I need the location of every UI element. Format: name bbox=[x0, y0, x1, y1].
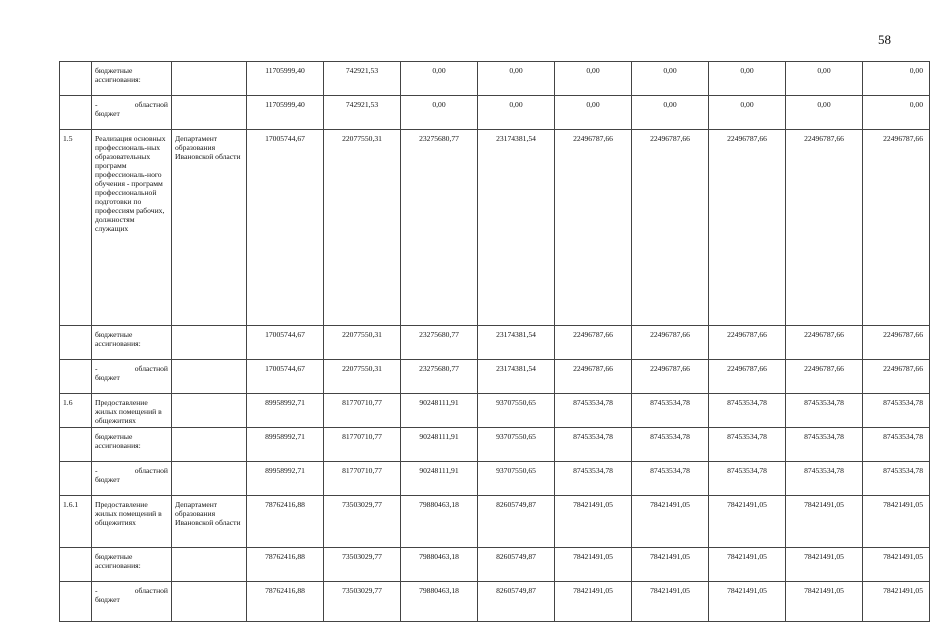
row-name: бюджетные ассигнования: bbox=[92, 62, 172, 96]
value-cell: 79880463,18 bbox=[401, 548, 478, 582]
value-cell: 87453534,78 bbox=[863, 428, 930, 462]
value-cell: 78421491,05 bbox=[786, 548, 863, 582]
row-number bbox=[60, 582, 92, 622]
table-row bbox=[60, 62, 930, 96]
table-row bbox=[60, 394, 930, 428]
name-rest: бюджет bbox=[95, 475, 120, 484]
name-dash: - bbox=[95, 364, 98, 373]
value-cell: 22077550,31 bbox=[324, 130, 401, 326]
value-cell: 22496787,66 bbox=[709, 360, 786, 394]
value-cell: 87453534,78 bbox=[786, 428, 863, 462]
value-cell: 11705999,40 bbox=[247, 62, 324, 96]
value-cell: 87453534,78 bbox=[632, 394, 709, 428]
value-cell: 79880463,18 bbox=[401, 496, 478, 548]
value-cell: 78421491,05 bbox=[632, 582, 709, 622]
value-cell: 22496787,66 bbox=[863, 326, 930, 360]
value-cell: 0,00 bbox=[786, 62, 863, 96]
name-rest: бюджет bbox=[95, 595, 120, 604]
value-cell: 0,00 bbox=[709, 62, 786, 96]
name-rest: бюджет bbox=[95, 109, 120, 118]
table-row bbox=[60, 360, 930, 394]
value-cell: 73503029,77 bbox=[324, 548, 401, 582]
value-cell: 22496787,66 bbox=[555, 360, 632, 394]
value-cell: 0,00 bbox=[863, 62, 930, 96]
page-number: 58 bbox=[878, 32, 891, 47]
table-row bbox=[60, 496, 930, 548]
value-cell: 78421491,05 bbox=[709, 496, 786, 548]
row-number bbox=[60, 96, 92, 130]
value-cell: 87453534,78 bbox=[709, 462, 786, 496]
value-cell: 90248111,91 bbox=[401, 394, 478, 428]
table-row bbox=[60, 548, 930, 582]
value-cell: 22496787,66 bbox=[786, 326, 863, 360]
value-cell: 0,00 bbox=[709, 96, 786, 130]
table-row bbox=[60, 462, 930, 496]
value-cell: 89958992,71 bbox=[247, 428, 324, 462]
value-cell: 78421491,05 bbox=[709, 582, 786, 622]
row-name: бюджетные ассигнования: bbox=[92, 548, 172, 582]
value-cell: 0,00 bbox=[863, 96, 930, 130]
row-number bbox=[60, 62, 92, 96]
value-cell: 23275680,77 bbox=[401, 360, 478, 394]
value-cell: 23275680,77 bbox=[401, 326, 478, 360]
value-cell: 23275680,77 bbox=[401, 130, 478, 326]
name-dash: - bbox=[95, 466, 98, 475]
row-executor bbox=[172, 394, 247, 428]
table-row bbox=[60, 582, 930, 622]
value-cell: 87453534,78 bbox=[555, 462, 632, 496]
row-number bbox=[60, 428, 92, 462]
row-executor bbox=[172, 548, 247, 582]
row-name: Предоставление жилых помещений в общежитиях bbox=[92, 394, 172, 428]
value-cell: 87453534,78 bbox=[786, 462, 863, 496]
row-number: 1.5 bbox=[60, 130, 92, 326]
row-name bbox=[92, 360, 172, 394]
name-rest: бюджет bbox=[95, 373, 120, 382]
value-cell: 87453534,78 bbox=[632, 462, 709, 496]
value-cell: 78421491,05 bbox=[555, 548, 632, 582]
row-name: Предоставление жилых помещений в общежитиях bbox=[92, 496, 172, 548]
value-cell: 90248111,91 bbox=[401, 462, 478, 496]
value-cell: 11705999,40 bbox=[247, 96, 324, 130]
value-cell: 78421491,05 bbox=[863, 548, 930, 582]
value-cell: 0,00 bbox=[401, 96, 478, 130]
row-number bbox=[60, 326, 92, 360]
row-number: 1.6 bbox=[60, 394, 92, 428]
row-number bbox=[60, 462, 92, 496]
value-cell: 87453534,78 bbox=[632, 428, 709, 462]
row-name bbox=[92, 582, 172, 622]
value-cell: 23174381,54 bbox=[478, 360, 555, 394]
value-cell: 78421491,05 bbox=[786, 496, 863, 548]
value-cell: 78421491,05 bbox=[786, 582, 863, 622]
row-name: Реализация основных профессиональ-ных образовательных программ профессиональ-ного обучения - программ профессиональной подготовки по профессиям рабочих, должностям служащих bbox=[92, 130, 172, 326]
value-cell: 78421491,05 bbox=[863, 496, 930, 548]
value-cell: 78421491,05 bbox=[555, 496, 632, 548]
table-row bbox=[60, 96, 930, 130]
value-cell: 0,00 bbox=[401, 62, 478, 96]
value-cell: 23174381,54 bbox=[478, 130, 555, 326]
value-cell: 23174381,54 bbox=[478, 326, 555, 360]
row-executor bbox=[172, 62, 247, 96]
value-cell: 22496787,66 bbox=[632, 130, 709, 326]
value-cell: 78421491,05 bbox=[709, 548, 786, 582]
value-cell: 0,00 bbox=[555, 62, 632, 96]
value-cell: 22077550,31 bbox=[324, 326, 401, 360]
value-cell: 17005744,67 bbox=[247, 130, 324, 326]
value-cell: 79880463,18 bbox=[401, 582, 478, 622]
value-cell: 78762416,88 bbox=[247, 582, 324, 622]
value-cell: 0,00 bbox=[478, 96, 555, 130]
value-cell: 78421491,05 bbox=[555, 582, 632, 622]
value-cell: 82605749,87 bbox=[478, 582, 555, 622]
value-cell: 89958992,71 bbox=[247, 462, 324, 496]
table-row bbox=[60, 326, 930, 360]
value-cell: 78421491,05 bbox=[632, 548, 709, 582]
name-word: областной bbox=[134, 586, 168, 595]
value-cell: 22077550,31 bbox=[324, 360, 401, 394]
value-cell: 87453534,78 bbox=[863, 462, 930, 496]
value-cell: 22496787,66 bbox=[632, 326, 709, 360]
value-cell: 81770710,77 bbox=[324, 462, 401, 496]
value-cell: 22496787,66 bbox=[709, 326, 786, 360]
value-cell: 87453534,78 bbox=[555, 428, 632, 462]
value-cell: 78762416,88 bbox=[247, 548, 324, 582]
value-cell: 89958992,71 bbox=[247, 394, 324, 428]
value-cell: 0,00 bbox=[632, 62, 709, 96]
value-cell: 0,00 bbox=[786, 96, 863, 130]
value-cell: 73503029,77 bbox=[324, 582, 401, 622]
row-executor bbox=[172, 96, 247, 130]
row-executor bbox=[172, 326, 247, 360]
value-cell: 0,00 bbox=[555, 96, 632, 130]
name-word: областной bbox=[134, 466, 168, 475]
value-cell: 17005744,67 bbox=[247, 360, 324, 394]
value-cell: 22496787,66 bbox=[555, 130, 632, 326]
budget-table bbox=[59, 61, 930, 622]
row-number bbox=[60, 548, 92, 582]
row-number: 1.6.1 bbox=[60, 496, 92, 548]
value-cell: 22496787,66 bbox=[555, 326, 632, 360]
value-cell: 0,00 bbox=[478, 62, 555, 96]
row-executor: Департамент образования Ивановской области bbox=[172, 496, 247, 548]
value-cell: 81770710,77 bbox=[324, 428, 401, 462]
value-cell: 22496787,66 bbox=[786, 130, 863, 326]
row-executor: Департамент образования Ивановской области bbox=[172, 130, 247, 326]
value-cell: 22496787,66 bbox=[863, 130, 930, 326]
name-dash: - bbox=[95, 586, 98, 595]
value-cell: 87453534,78 bbox=[709, 428, 786, 462]
name-dash: - bbox=[95, 100, 98, 109]
row-name: бюджетные ассигнования: bbox=[92, 428, 172, 462]
table-row bbox=[60, 428, 930, 462]
value-cell: 22496787,66 bbox=[863, 360, 930, 394]
value-cell: 87453534,78 bbox=[863, 394, 930, 428]
value-cell: 78762416,88 bbox=[247, 496, 324, 548]
value-cell: 0,00 bbox=[632, 96, 709, 130]
value-cell: 742921,53 bbox=[324, 62, 401, 96]
row-number bbox=[60, 360, 92, 394]
value-cell: 73503029,77 bbox=[324, 496, 401, 548]
row-name bbox=[92, 462, 172, 496]
row-executor bbox=[172, 428, 247, 462]
value-cell: 93707550,65 bbox=[478, 462, 555, 496]
value-cell: 81770710,77 bbox=[324, 394, 401, 428]
value-cell: 22496787,66 bbox=[709, 130, 786, 326]
row-executor bbox=[172, 360, 247, 394]
name-word: областной bbox=[134, 100, 168, 109]
value-cell: 87453534,78 bbox=[555, 394, 632, 428]
value-cell: 87453534,78 bbox=[786, 394, 863, 428]
row-name: бюджетные ассигнования: bbox=[92, 326, 172, 360]
name-word: областной bbox=[134, 364, 168, 373]
value-cell: 17005744,67 bbox=[247, 326, 324, 360]
value-cell: 22496787,66 bbox=[786, 360, 863, 394]
value-cell: 78421491,05 bbox=[863, 582, 930, 622]
value-cell: 82605749,87 bbox=[478, 496, 555, 548]
value-cell: 90248111,91 bbox=[401, 428, 478, 462]
table-row bbox=[60, 130, 930, 326]
value-cell: 93707550,65 bbox=[478, 428, 555, 462]
value-cell: 87453534,78 bbox=[709, 394, 786, 428]
row-name bbox=[92, 96, 172, 130]
row-executor bbox=[172, 462, 247, 496]
value-cell: 742921,53 bbox=[324, 96, 401, 130]
value-cell: 78421491,05 bbox=[632, 496, 709, 548]
value-cell: 82605749,87 bbox=[478, 548, 555, 582]
value-cell: 22496787,66 bbox=[632, 360, 709, 394]
row-executor bbox=[172, 582, 247, 622]
value-cell: 93707550,65 bbox=[478, 394, 555, 428]
